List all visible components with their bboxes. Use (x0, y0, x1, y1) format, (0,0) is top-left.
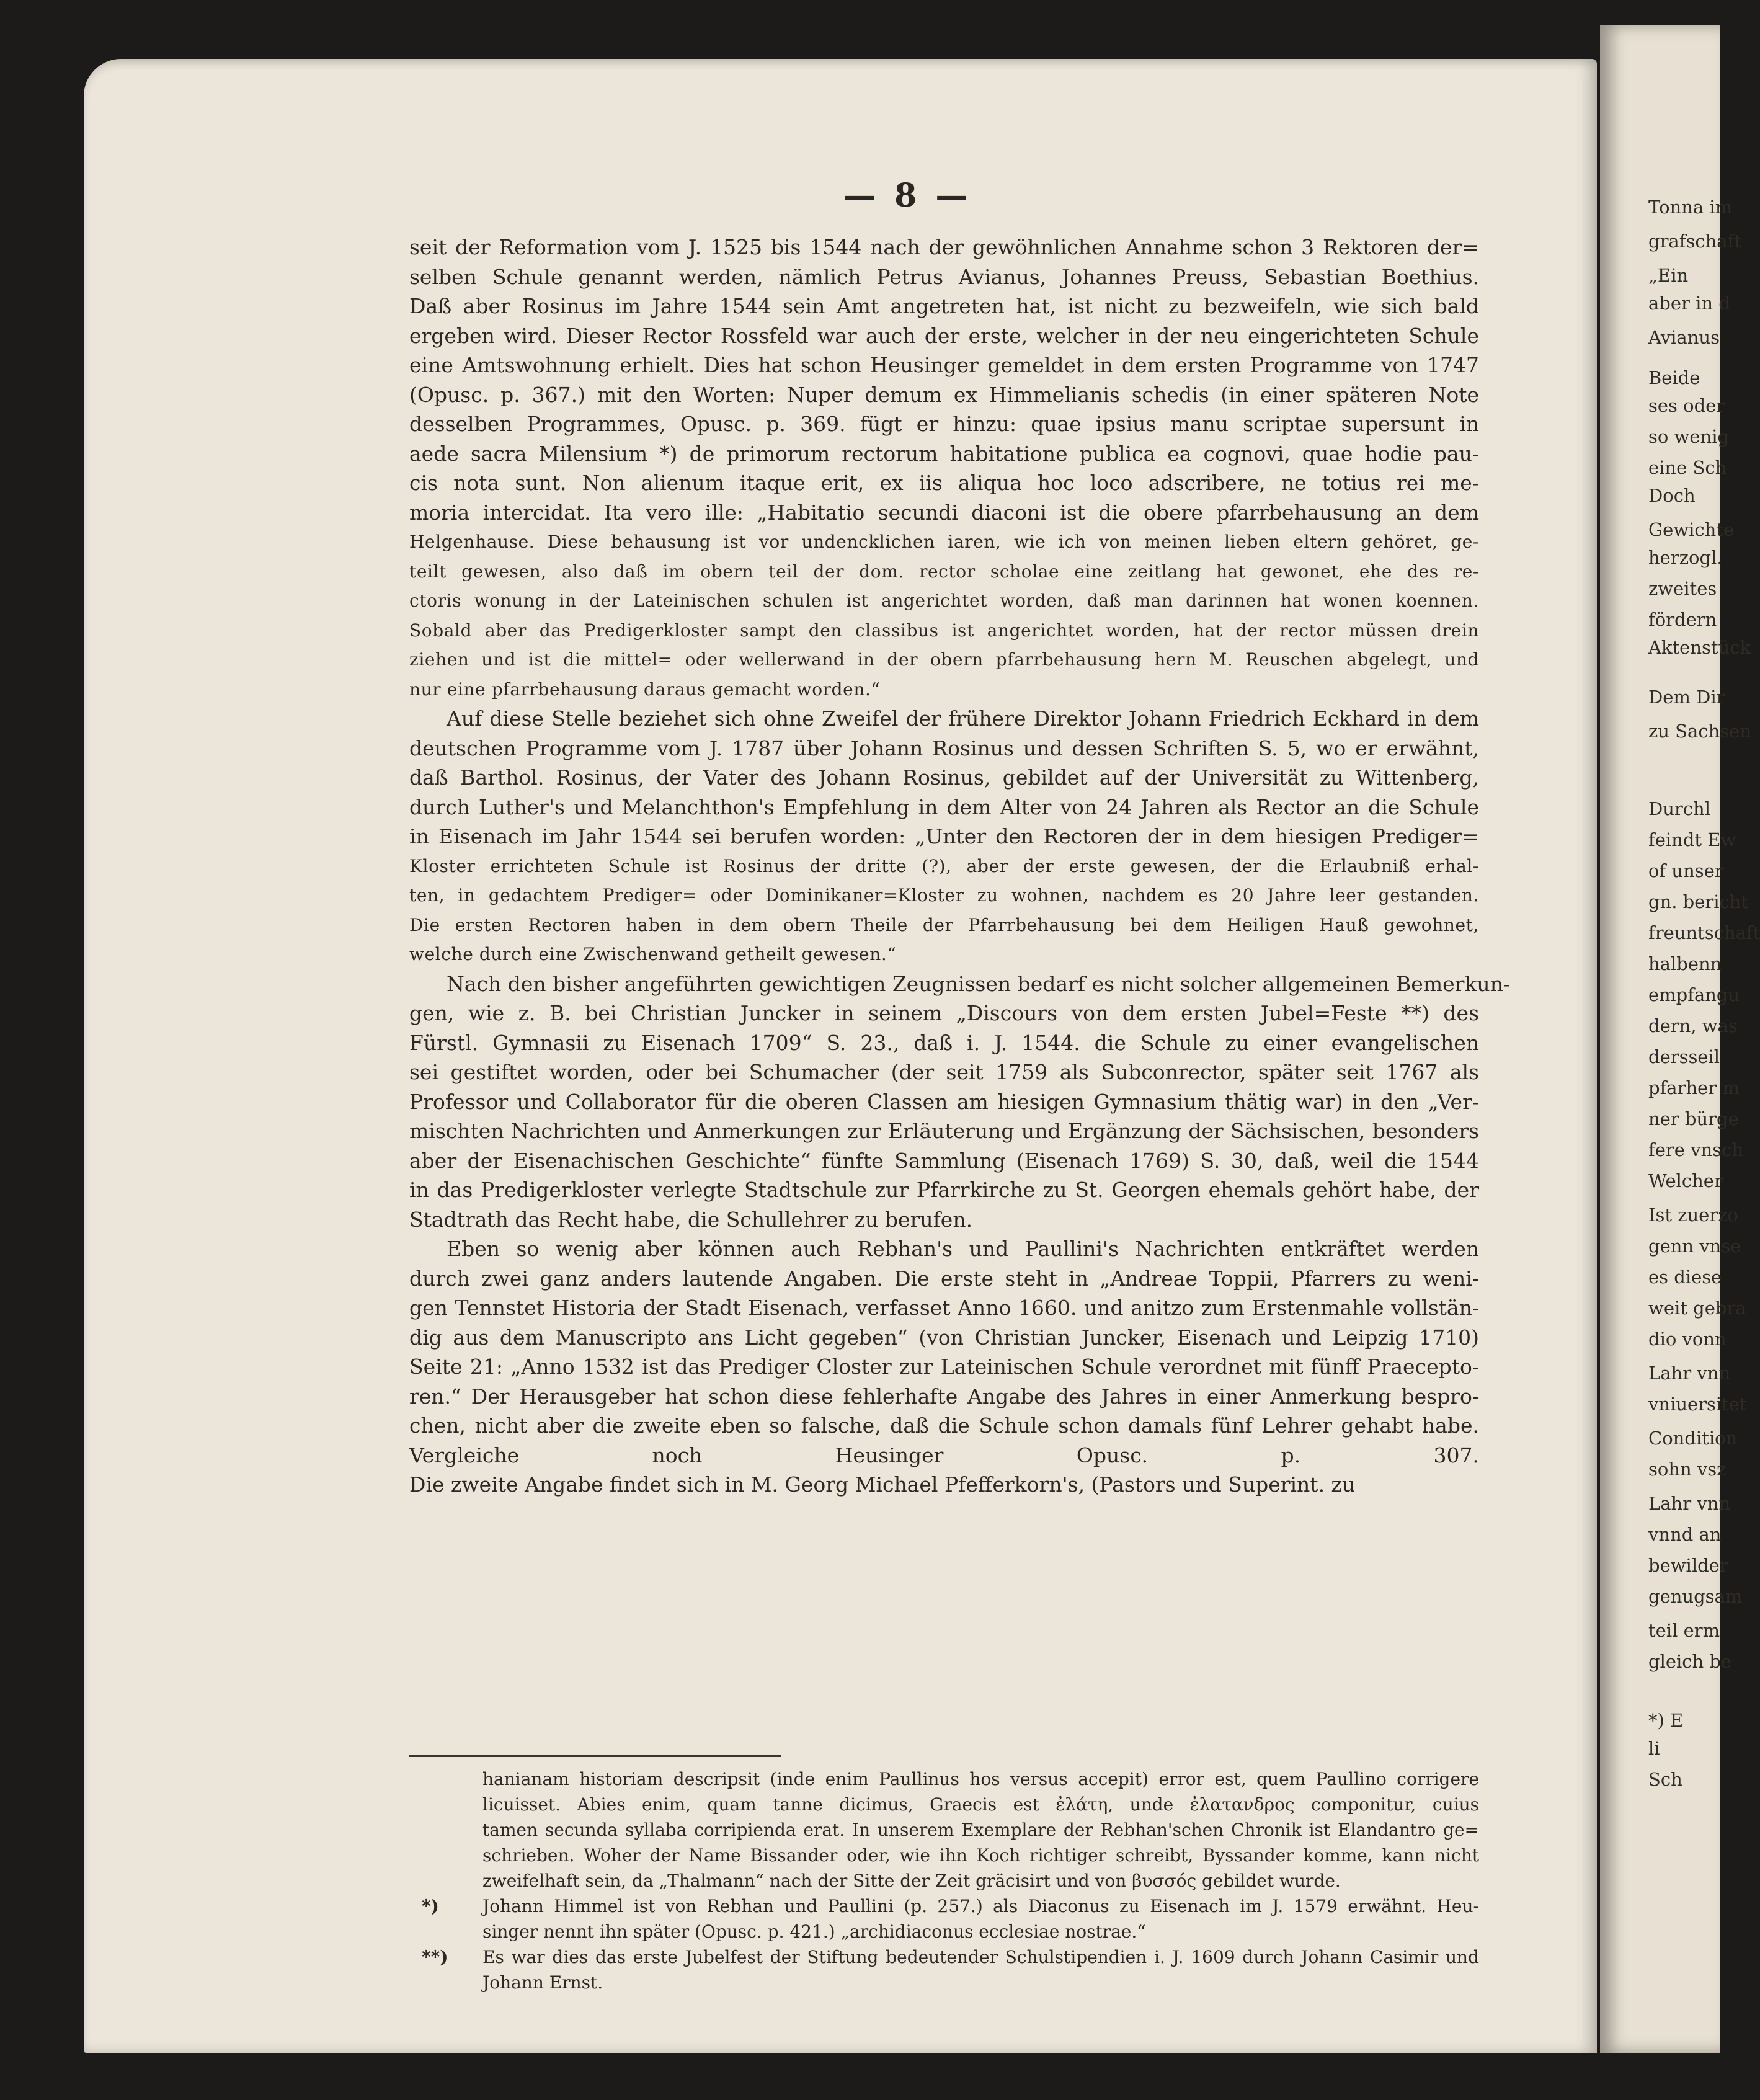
text-line: Sobald aber das Predigerkloster sampt den classibus ist angerichtet worden, hat der rector müssen drein (409, 620, 1479, 641)
text-line: sei gestiftet worden, oder bei Schumacher (der seit 1759 als Subconrector, später seit 1767 als (409, 1060, 1479, 1084)
footnote-line (409, 1792, 1479, 1817)
text-line: Fürstl. Gymnasii zu Eisenach 1709“ S. 23., daß i. J. 1544. die Schule zu einer evangelischen (409, 1030, 1479, 1055)
adjacent-page-fragment: Doch (1648, 485, 1696, 506)
text-line: aber der Eisenachischen Geschichte“ fünfte Sammlung (Eisenach 1769) S. 30, daß, weil die 1544 (409, 1148, 1479, 1173)
adjacent-page-fragment: Lahr vnn (1648, 1363, 1731, 1384)
text-line: durch zwei ganz anders lautende Angaben. Die erste steht in „Andreae Toppii, Pfarrers zu weni- (409, 1266, 1479, 1291)
adjacent-page-fragment: empfangu (1648, 984, 1740, 1005)
text-line: chen, nicht aber die zweite eben so falsche, daß die Schule schon damals fünf Lehrer gehabt habe. (409, 1413, 1479, 1438)
text-line: Stadtrath das Recht habe, die Schullehrer zu berufen. (409, 1207, 973, 1232)
text-line: Auf diese Stelle beziehet sich ohne Zweifel der frühere Direktor Johann Friedrich Eckhard in dem (447, 706, 1479, 731)
text-line: cis nota sunt. Non alienum itaque erit, ex iis aliqua hoc loco adscribere, ne totius rei me- (409, 471, 1479, 495)
adjacent-page-fragment: es diese (1648, 1266, 1722, 1288)
text-line: mischten Nachrichten und Anmerkungen zur Erläuterung und Ergänzung der Sächsischen, besonders (409, 1119, 1479, 1143)
text-line: Die zweite Angabe findet sich in M. Georg Michael Pfefferkorn's, (Pastors und Superint. zu (409, 1472, 1356, 1497)
text-line: eine Amtswohnung erhielt. Dies hat schon Heusinger gemeldet in dem ersten Programme von 1747 (409, 353, 1479, 377)
text-line: welche durch eine Zwischenwand getheilt gewesen.“ (409, 944, 897, 964)
text-line: Die ersten Rectoren haben in dem obern Theile der Pfarrbehausung bei dem Heiligen Hauß gewohnet, (409, 914, 1479, 935)
adjacent-page-fragment: teil erm (1648, 1620, 1720, 1641)
footnote-line (409, 1919, 1479, 1944)
footnote-text: Es war dies das erste Jubelfest der Stiftung bedeutender Schulstipendien i. J. 1609 durch Johann Casimir und (482, 1947, 1479, 1967)
adjacent-page-fragment: sohn vsz (1648, 1459, 1727, 1480)
text-line: selben Schule genannt werden, nämlich Petrus Avianus, Johannes Preuss, Sebastian Boethius. (409, 264, 1479, 289)
text-line: ten, in gedachtem Prediger= oder Dominikaner=Kloster zu wohnen, nachdem es 20 Jahre leer gestanden. (409, 885, 1479, 905)
footnote-marker: *) (422, 1896, 439, 1916)
footnote-line (409, 1893, 1479, 1919)
adjacent-page-fragment: Tonna im (1648, 197, 1733, 218)
adjacent-page-fragment: halbenn (1648, 953, 1722, 974)
footnote-line (409, 1868, 1479, 1893)
adjacent-page-fragment: dersseil (1648, 1046, 1720, 1067)
adjacent-page-fragment: li (1648, 1738, 1660, 1759)
text-line: Professor und Collaborator für die oberen Classen am hiesigen Gymnasium thätig war) in den „Ver- (409, 1089, 1479, 1114)
text-line: moria intercidat. Ita vero ille: „Habitatio secundi diaconi ist die obere pfarrbehausung an dem (409, 500, 1479, 525)
footnote-line (409, 1944, 1479, 1970)
text-line: Daß aber Rosinus im Jahre 1544 sein Amt angetreten hat, ist nicht zu bezweifeln, wie sich bald (409, 294, 1479, 318)
text-line: deutschen Programme vom J. 1787 über Johann Rosinus und dessen Schriften S. 5, wo er erwähnt, (409, 736, 1479, 760)
text-line: in Eisenach im Jahr 1544 sei berufen worden: „Unter den Rectoren der in dem hiesigen Prediger= (409, 824, 1479, 848)
adjacent-page-fragment: aber in d (1648, 293, 1730, 314)
adjacent-page-fragment: Avianus (1648, 327, 1720, 348)
text-line: seit der Reformation vom J. 1525 bis 1544 nach der gewöhnlichen Annahme schon 3 Rektoren der= (409, 235, 1479, 259)
text-line: daß Barthol. Rosinus, der Vater des Johann Rosinus, gebildet auf der Universität zu Wittenberg, (409, 765, 1479, 790)
adjacent-page-fragment: zweites (1648, 578, 1717, 599)
adjacent-page-fragment: freuntschaft (1648, 922, 1760, 943)
adjacent-page-fragment: ner bürge (1648, 1108, 1739, 1129)
footnote-text: licuisset. Abies enim, quam tanne dicimus, Graecis est ἐλάτη, unde ἐλατανδρος componitur, cuius (482, 1794, 1479, 1815)
text-line: nur eine pfarrbehausung daraus gemacht worden.“ (409, 678, 881, 700)
adjacent-page-fragment: vnnd an (1648, 1524, 1722, 1545)
adjacent-page-fragment: Durchl (1648, 798, 1710, 819)
adjacent-page-fragment: gleich be (1648, 1651, 1732, 1672)
text-line: Helgenhause. Diese behausung ist vor undencklichen iaren, wie ich von meinen lieben eltern gehöret, ge- (409, 532, 1479, 552)
adjacent-page-fragment: Gewichte (1648, 519, 1735, 540)
text-line: ergeben wird. Dieser Rector Rossfeld war auch der erste, welcher in der neu eingerichteten Schule (409, 323, 1479, 348)
adjacent-page-fragment: Aktenstück (1648, 637, 1751, 658)
adjacent-page-fragment: so wenig (1648, 426, 1730, 447)
text-line: in das Predigerkloster verlegte Stadtschule zur Pfarrkirche zu St. Georgen ehemals gehört habe, der (409, 1178, 1479, 1202)
text-line: ziehen und ist die mittel= oder wellerwand in der obern pfarrbehausung hern M. Reuschen abgelegt, und (409, 649, 1479, 670)
adjacent-page-fragment: ses oder (1648, 395, 1725, 416)
text-line: gen, wie z. B. bei Christian Juncker in seinem „Discours von dem ersten Jubel=Feste **) des (409, 1001, 1479, 1025)
adjacent-page-edge (1600, 25, 1760, 2053)
adjacent-page-fragment: dern, was (1648, 1015, 1738, 1036)
adjacent-page-fragment: of unser (1648, 860, 1723, 881)
footnote-line (409, 1843, 1479, 1868)
footnote-line (409, 1970, 1479, 1995)
adjacent-page-fragment: fere vnsch (1648, 1139, 1744, 1160)
adjacent-page-fragment: grafschaft (1648, 231, 1741, 252)
footnote-text: schrieben. Woher der Name Bissander oder, wie ihn Koch richtiger schreibt, Byssander komme, kann nicht (482, 1845, 1479, 1866)
page-number: — 8 — (843, 177, 972, 215)
adjacent-page-fragment: Welcher (1648, 1170, 1723, 1191)
adjacent-page-fragment: zu Sachsen (1648, 721, 1751, 742)
text-line: Kloster errichteten Schule ist Rosinus der dritte (?), aber der erste gewesen, der die Erlaubniß erhal- (409, 855, 1479, 876)
adjacent-page-fragment: vniuersitet (1648, 1394, 1747, 1415)
body-text (409, 233, 1511, 1500)
footnote-text: hanianam historiam descripsit (inde enim Paullinus hos versus accepit) error est, quem Paullino corrigere (482, 1769, 1479, 1789)
adjacent-page-fragment: dio vonn (1648, 1328, 1727, 1350)
footnote-text: singer nennt ihn später (Opusc. p. 421.) „archidiaconus ecclesiae nostrae.“ (482, 1921, 1146, 1942)
text-line: gen Tennstet Historia der Stadt Eisenach, verfasset Anno 1660. und anitzo zum Erstenmahle vollstän- (409, 1296, 1479, 1320)
adjacent-page-fragment: Condition (1648, 1428, 1738, 1449)
adjacent-page-fragment: genugsam (1648, 1586, 1743, 1607)
text-line: ctoris wonung in der Lateinischen schulen ist angerichtet worden, daß man darinnen hat wonen koennen. (409, 590, 1479, 611)
adjacent-page-fragment: Dem Dir (1648, 687, 1725, 708)
footnote-divider (409, 1755, 781, 1757)
adjacent-page-fragment: „Ein (1648, 265, 1689, 286)
text-line: ren.“ Der Herausgeber hat schon diese fehlerhafte Angabe des Jahres in einer Anmerkung bespro- (409, 1384, 1479, 1408)
footnote-text: Johann Himmel ist von Rebhan und Paullini (p. 257.) als Diaconus zu Eisenach im J. 1579 erwähnt. Heu- (482, 1896, 1479, 1916)
text-line: teilt gewesen, also daß im obern teil der dom. rector scholae eine zeitlang hat gewonet, ehe des re- (409, 561, 1479, 582)
adjacent-page-fragment: gn. bericht (1648, 891, 1749, 912)
text-line: Nach den bisher angeführten gewichtigen Zeugnissen bedarf es nicht solcher allgemeinen Bemerkun- (447, 971, 1511, 996)
text-line: durch Luther's und Melanchthon's Empfehlung in dem Alter von 24 Jahren als Rector an die Schule (409, 794, 1479, 819)
adjacent-page-fragment: Ist zuerzo (1648, 1204, 1738, 1226)
adjacent-page-fragment: genn vnse (1648, 1235, 1741, 1257)
adjacent-page-fragment: pfarher m (1648, 1077, 1740, 1098)
adjacent-page-fragment: feindt Ew (1648, 829, 1736, 850)
footnote-text: zweifelhaft sein, da „Thalmann“ nach der Sitte der Zeit gräcisirt und von βυσσός gebildet wurde. (482, 1871, 1341, 1891)
footnote-line (409, 1817, 1479, 1843)
text-line: Vergleiche noch Heusinger Opusc. p. 307. (409, 1443, 1479, 1467)
text-line: (Opusc. p. 367.) mit den Worten: Nuper demum ex Himmelianis schedis (in einer späteren Note (409, 382, 1479, 407)
adjacent-page-fragment: bewilder (1648, 1555, 1728, 1576)
footnote-line (409, 1766, 1479, 1792)
text-line: aede sacra Milensium *) de primorum rectorum habitatione publica ea cognovi, quae hodie pau- (409, 441, 1479, 466)
adjacent-page-fragment: Beide (1648, 367, 1700, 388)
adjacent-page-fragment: fördern (1648, 609, 1717, 630)
text-line: Seite 21: „Anno 1532 ist das Prediger Closter zur Lateinischen Schule verordnet mit fünff Praecepto- (409, 1355, 1479, 1379)
footnotes (409, 1766, 1479, 1995)
adjacent-page-fragment: Sch (1648, 1769, 1682, 1790)
adjacent-page-fragment: herzogl. (1648, 547, 1723, 568)
adjacent-page-fragment: *) E (1648, 1710, 1684, 1731)
adjacent-page-fragment: Lahr vnn (1648, 1493, 1731, 1514)
text-line: Eben so wenig aber können auch Rebhan's und Paullini's Nachrichten entkräftet werden (447, 1237, 1479, 1261)
footnote-text: tamen secunda syllaba corripienda erat. In unserem Exemplare der Rebhan'schen Chronik ist Elandantro ge= (482, 1820, 1479, 1840)
footnote-text: Johann Ernst. (482, 1972, 603, 1993)
text-line: desselben Programmes, Opusc. p. 369. fügt er hinzu: quae ipsius manu scriptae supersunt in (409, 412, 1479, 436)
adjacent-page-fragment: weit gebra (1648, 1297, 1746, 1319)
text-line: dig aus dem Manuscripto ans Licht gegeben“ (von Christian Juncker, Eisenach und Leipzig 1710) (409, 1325, 1479, 1350)
adjacent-page-fragment: eine Sch (1648, 457, 1727, 478)
footnote-marker: **) (422, 1947, 448, 1967)
